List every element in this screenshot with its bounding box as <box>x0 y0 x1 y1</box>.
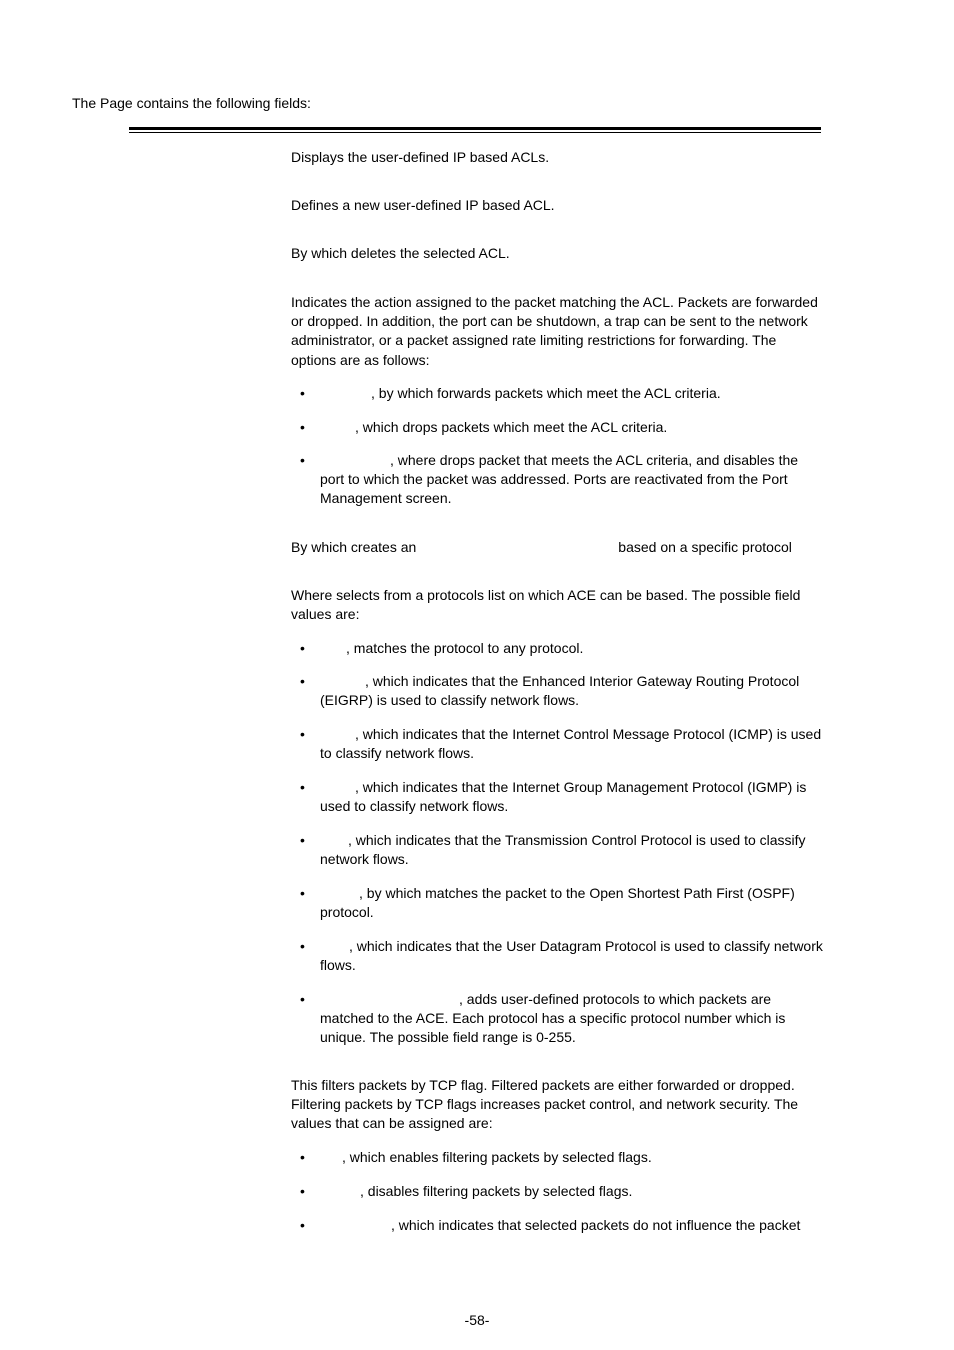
option-description: , which drops packets which meet the ACL criteria. <box>355 419 668 435</box>
bullet-marker: • <box>300 885 305 901</box>
option-description: , disables filtering packets by selected flags. <box>360 1183 633 1199</box>
bullet-marker: • <box>300 640 305 656</box>
field-description: By which deletes the selected ACL. <box>291 245 510 261</box>
field-description: Where selects from a protocols list on which ACE can be based. The possible field values are: <box>291 587 801 623</box>
table-rule-thick <box>129 127 821 130</box>
field-description: This filters packets by TCP flag. Filtered packets are either forwarded or dropped. Filtering packets by TCP flags increases packet control, and network security. The values that can be assigned are: <box>291 1077 799 1132</box>
option-description: , matches the protocol to any protocol. <box>346 640 584 656</box>
option-description: , which indicates that selected packets do not influence the packet <box>391 1217 801 1233</box>
option-description: , which enables filtering packets by selected flags. <box>342 1149 652 1165</box>
bullet-marker: • <box>300 452 305 468</box>
field-description-part-a: By which creates an <box>291 539 417 555</box>
bullet-marker: • <box>300 991 305 1007</box>
bullet-marker: • <box>300 1149 305 1165</box>
bullet-marker: • <box>300 726 305 742</box>
option-description: , which indicates that the User Datagram Protocol is used to classify network flows. <box>320 938 823 974</box>
field-description: Defines a new user-defined IP based ACL. <box>291 197 555 213</box>
table-rule-thin <box>129 132 821 133</box>
option-description: , adds user-defined protocols to which packets are matched to the ACE. Each protocol has a specific protocol number which is unique. The possible field range is 0-255. <box>320 991 786 1046</box>
option-description: , by which matches the packet to the Open Shortest Path First (OSPF) protocol. <box>320 885 795 921</box>
option-description: , which indicates that the Enhanced Interior Gateway Routing Protocol (EIGRP) is used to classify network flows. <box>320 673 800 709</box>
page-number: -58- <box>464 1312 490 1328</box>
option-description: , where drops packet that meets the ACL criteria, and disables the port to which the packet was addressed. Ports are reactivated from the Port Management screen. <box>320 452 799 507</box>
bullet-marker: • <box>300 1183 305 1199</box>
option-description: , by which forwards packets which meet the ACL criteria. <box>371 385 721 401</box>
bullet-marker: • <box>300 832 305 848</box>
bullet-marker: • <box>300 779 305 795</box>
option-description: , which indicates that the Internet Group Management Protocol (IGMP) is used to classify network flows. <box>320 779 807 815</box>
bullet-marker: • <box>300 1217 305 1233</box>
intro-text: The Page contains the following fields: <box>72 95 311 111</box>
field-description <box>291 538 823 557</box>
bullet-marker: • <box>300 673 305 689</box>
bullet-marker: • <box>300 385 305 401</box>
field-description: Indicates the action assigned to the packet matching the ACL. Packets are forwarded or dropped. In addition, the port can be shutdown, a trap can be sent to the network administrator, or a packet assigned rate limiting restrictions for forwarding. The options are as follows: <box>291 294 818 368</box>
field-description-part-b: based on a specific protocol <box>618 539 792 555</box>
option-description: , which indicates that the Transmission Control Protocol is used to classify network flows. <box>320 832 806 868</box>
option-description: , which indicates that the Internet Control Message Protocol (ICMP) is used to classify network flows. <box>320 726 822 762</box>
field-description: Displays the user-defined IP based ACLs. <box>291 149 550 165</box>
bullet-marker: • <box>300 419 305 435</box>
bullet-marker: • <box>300 938 305 954</box>
